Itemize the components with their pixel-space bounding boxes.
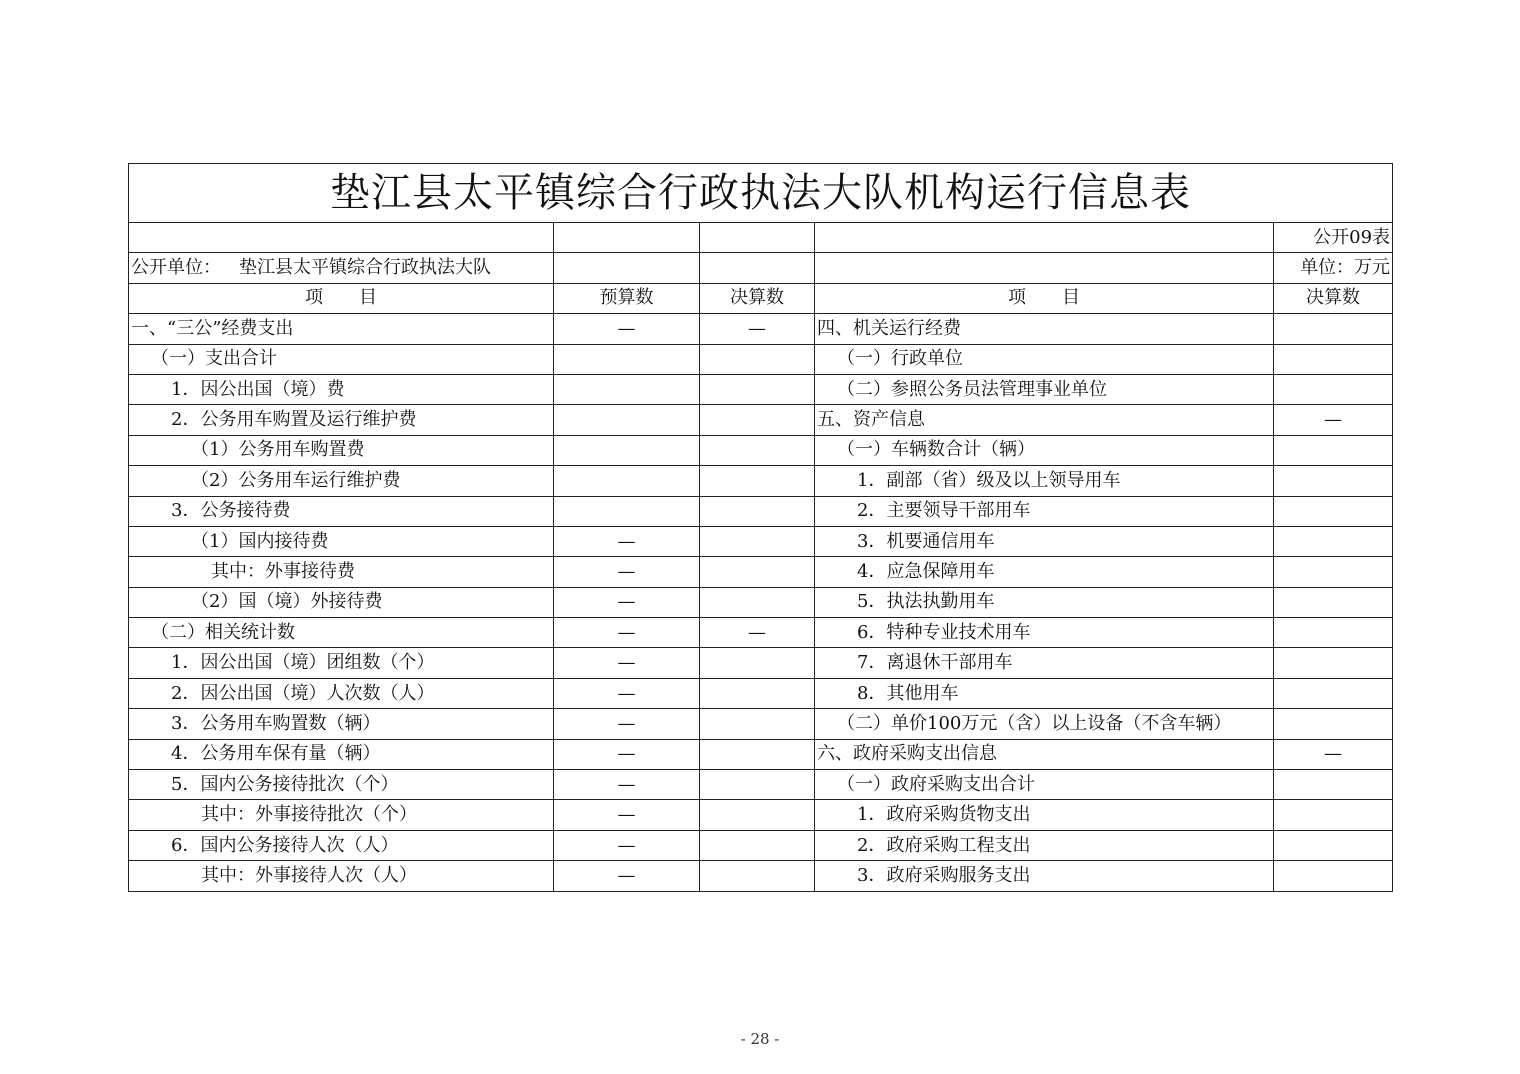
right-item: 5．执法执勤用车 — [815, 587, 1274, 617]
left-item: （1）国内接待费 — [129, 526, 554, 556]
left-item: 其中：外事接待批次（个） — [129, 800, 554, 830]
header-final-right: 决算数 — [1274, 283, 1393, 313]
budget-value: — — [554, 861, 700, 891]
budget-value: — — [554, 526, 700, 556]
right-item: 六、政府采购支出信息 — [815, 739, 1274, 769]
table-row — [129, 496, 1393, 526]
right-final-value — [1274, 587, 1393, 617]
table-row — [129, 587, 1393, 617]
budget-value — [554, 435, 700, 465]
table-row — [129, 830, 1393, 860]
budget-value: — — [554, 830, 700, 860]
right-final-value — [1274, 830, 1393, 860]
left-item: （2）国（境）外接待费 — [129, 587, 554, 617]
empty-cell — [554, 253, 700, 283]
right-item: （二）单价100万元（含）以上设备（不含车辆） — [815, 709, 1274, 739]
left-item: 其中：外事接待费 — [129, 557, 554, 587]
budget-value — [554, 466, 700, 496]
right-item: （二）参照公务员法管理事业单位 — [815, 374, 1274, 404]
budget-value: — — [554, 648, 700, 678]
empty-cell — [815, 223, 1274, 253]
final-value — [700, 466, 815, 496]
final-value — [700, 861, 815, 891]
right-item: 1．副部（省）级及以上领导用车 — [815, 466, 1274, 496]
table-row — [129, 648, 1393, 678]
final-value — [700, 830, 815, 860]
right-item: 五、资产信息 — [815, 405, 1274, 435]
right-item: 2．主要领导干部用车 — [815, 496, 1274, 526]
left-item: 6．国内公务接待人次（人） — [129, 830, 554, 860]
header-row — [129, 283, 1393, 313]
right-final-value — [1274, 314, 1393, 344]
final-value — [700, 435, 815, 465]
budget-value: — — [554, 739, 700, 769]
currency-unit: 单位：万元 — [1274, 253, 1393, 283]
left-item: 2．因公出国（境）人次数（人） — [129, 678, 554, 708]
final-value — [700, 496, 815, 526]
title-row — [129, 164, 1393, 223]
budget-value: — — [554, 314, 700, 344]
right-item: 7．离退休干部用车 — [815, 648, 1274, 678]
right-final-value — [1274, 678, 1393, 708]
table-row — [129, 861, 1393, 891]
budget-value — [554, 405, 700, 435]
final-value — [700, 374, 815, 404]
table-row — [129, 800, 1393, 830]
table-row — [129, 374, 1393, 404]
header-budget: 预算数 — [554, 283, 700, 313]
right-item: 6．特种专业技术用车 — [815, 618, 1274, 648]
right-final-value — [1274, 557, 1393, 587]
left-item: （一）支出合计 — [129, 344, 554, 374]
table-row — [129, 435, 1393, 465]
right-item: 四、机关运行经费 — [815, 314, 1274, 344]
header-final-left: 决算数 — [700, 283, 815, 313]
right-final-value: — — [1274, 739, 1393, 769]
left-item: 3．公务接待费 — [129, 496, 554, 526]
empty-cell — [700, 223, 815, 253]
right-item: 4．应急保障用车 — [815, 557, 1274, 587]
budget-value: — — [554, 557, 700, 587]
final-value — [700, 648, 815, 678]
final-value — [700, 557, 815, 587]
final-value: — — [700, 618, 815, 648]
right-final-value — [1274, 435, 1393, 465]
table-row — [129, 709, 1393, 739]
right-item: 2．政府采购工程支出 — [815, 830, 1274, 860]
header-right-item: 项 目 — [815, 283, 1274, 313]
budget-value — [554, 374, 700, 404]
budget-value: — — [554, 770, 700, 800]
table-row — [129, 678, 1393, 708]
table-row — [129, 770, 1393, 800]
right-item: 8．其他用车 — [815, 678, 1274, 708]
right-final-value — [1274, 861, 1393, 891]
left-item: （2）公务用车运行维护费 — [129, 466, 554, 496]
table-row — [129, 618, 1393, 648]
unit-name: 垫江县太平镇综合行政执法大队 — [239, 257, 491, 279]
final-value — [700, 709, 815, 739]
table-row — [129, 557, 1393, 587]
budget-value — [554, 344, 700, 374]
left-item: （二）相关统计数 — [129, 618, 554, 648]
right-item: （一）行政单位 — [815, 344, 1274, 374]
right-final-value — [1274, 618, 1393, 648]
right-final-value — [1274, 800, 1393, 830]
left-item: 4．公务用车保有量（辆） — [129, 739, 554, 769]
budget-value: — — [554, 618, 700, 648]
right-item: （一）车辆数合计（辆） — [815, 435, 1274, 465]
right-final-value — [1274, 344, 1393, 374]
page-number: - 28 - — [740, 1030, 780, 1048]
budget-value: — — [554, 678, 700, 708]
left-item: 一、“三公”经费支出 — [129, 314, 554, 344]
table-row — [129, 314, 1393, 344]
final-value — [700, 770, 815, 800]
info-sheet — [128, 163, 1392, 892]
table-row — [129, 739, 1393, 769]
code-row — [129, 223, 1393, 253]
final-value — [700, 678, 815, 708]
table-row — [129, 344, 1393, 374]
right-final-value — [1274, 466, 1393, 496]
right-item: 3．政府采购服务支出 — [815, 861, 1274, 891]
budget-value: — — [554, 800, 700, 830]
empty-cell — [815, 253, 1274, 283]
unit-label: 公开单位： — [131, 257, 221, 279]
right-final-value — [1274, 374, 1393, 404]
final-value — [700, 587, 815, 617]
budget-value: — — [554, 587, 700, 617]
left-item: 3．公务用车购置数（辆） — [129, 709, 554, 739]
left-item: 5．国内公务接待批次（个） — [129, 770, 554, 800]
table-title: 垫江县太平镇综合行政执法大队机构运行信息表 — [129, 164, 1393, 223]
right-final-value — [1274, 770, 1393, 800]
right-item: 1．政府采购货物支出 — [815, 800, 1274, 830]
final-value — [700, 344, 815, 374]
final-value — [700, 405, 815, 435]
unit-cell — [129, 253, 554, 283]
table-row — [129, 526, 1393, 556]
table-row — [129, 405, 1393, 435]
unit-row — [129, 253, 1393, 283]
left-item: 其中：外事接待人次（人） — [129, 861, 554, 891]
budget-value: — — [554, 709, 700, 739]
final-value — [700, 739, 815, 769]
empty-cell — [129, 223, 554, 253]
right-item: （一）政府采购支出合计 — [815, 770, 1274, 800]
final-value — [700, 526, 815, 556]
right-final-value — [1274, 526, 1393, 556]
left-item: 2．公务用车购置及运行维护费 — [129, 405, 554, 435]
table-row — [129, 466, 1393, 496]
right-final-value — [1274, 496, 1393, 526]
right-item: 3．机要通信用车 — [815, 526, 1274, 556]
right-final-value: — — [1274, 405, 1393, 435]
left-item: 1．因公出国（境）团组数（个） — [129, 648, 554, 678]
budget-value — [554, 496, 700, 526]
right-final-value — [1274, 648, 1393, 678]
empty-cell — [700, 253, 815, 283]
header-left-item: 项 目 — [129, 283, 554, 313]
left-item: 1．因公出国（境）费 — [129, 374, 554, 404]
info-table — [128, 163, 1393, 892]
right-final-value — [1274, 709, 1393, 739]
empty-cell — [554, 223, 700, 253]
final-value — [700, 800, 815, 830]
table-code: 公开09表 — [1274, 223, 1393, 253]
final-value: — — [700, 314, 815, 344]
left-item: （1）公务用车购置费 — [129, 435, 554, 465]
